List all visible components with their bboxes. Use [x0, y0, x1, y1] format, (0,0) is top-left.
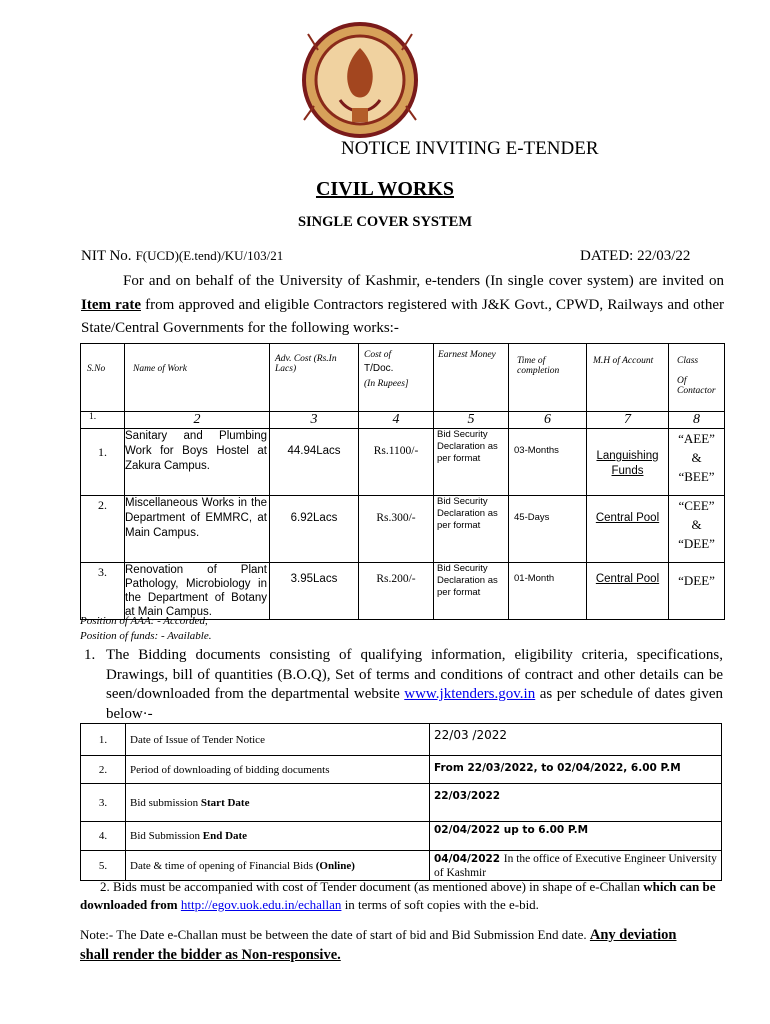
row-name: Renovation of Plant Pathology, Microbiology in the Department of Botany at Main Campus. [125, 563, 270, 620]
works-number-row [81, 412, 725, 429]
col-number: 6 [509, 412, 587, 429]
table-row [81, 563, 725, 620]
position-aaa: Position of AAA: - Accorded, [80, 615, 208, 627]
header-time: Time of completion [509, 344, 587, 412]
row-cost: 6.92Lacs [270, 496, 359, 563]
schedule-value: 22/03 /2022 [430, 724, 722, 756]
row-mh: Languishing Funds [587, 429, 669, 496]
col-number: 8 [669, 412, 725, 429]
row-sno: 3. [81, 563, 125, 620]
row-time: 45-Days [509, 496, 587, 563]
schedule-label: Bid Submission End Date [126, 822, 430, 851]
col-number: 1. [81, 412, 125, 429]
schedule-table [80, 723, 722, 881]
schedule-number: 4. [81, 822, 126, 851]
table-row [81, 784, 722, 822]
schedule-number: 5. [81, 851, 126, 881]
table-row [81, 756, 722, 784]
works-table [80, 343, 725, 620]
col-number: 2 [125, 412, 270, 429]
schedule-value: From 22/03/2022, to 02/04/2022, 6.00 P.M [430, 756, 722, 784]
header-tdoc: Cost of T/Doc. (In Rupees] [359, 344, 434, 412]
schedule-label: Bid submission Start Date [126, 784, 430, 822]
schedule-number: 1. [81, 724, 126, 756]
notice-title: NOTICE INVITING E-TENDER [341, 138, 599, 159]
row-mh: Central Pool [587, 496, 669, 563]
echallan-link[interactable]: http://egov.uok.edu.in/echallan [180, 897, 342, 912]
table-row [81, 724, 722, 756]
schedule-label: Period of downloading of bidding documents [126, 756, 430, 784]
row-tdoc: Rs.300/- [359, 496, 434, 563]
col-number: 3 [270, 412, 359, 429]
row-name: Sanitary and Plumbing Work for Boys Hostel at Zakura Campus. [125, 429, 270, 496]
header-cost: Adv. Cost (Rs.In Lacs) [270, 344, 359, 412]
schedule-number: 3. [81, 784, 126, 822]
row-tdoc: Rs.1100/- [359, 429, 434, 496]
row-name: Miscellaneous Works in the Department of EMMRC, at Main Campus. [125, 496, 270, 563]
header-class: Class Of Contactor [669, 344, 725, 412]
position-funds: Position of funds: - Available. [80, 630, 212, 642]
row-cost: 3.95Lacs [270, 563, 359, 620]
university-seal-icon [300, 20, 420, 140]
row-class: “AEE” & “BEE” [669, 429, 725, 496]
schedule-number: 2. [81, 756, 126, 784]
schedule-value: 04/04/2022 In the office of Executive Engineer University of Kashmir [430, 851, 722, 881]
row-time: 03-Months [509, 429, 587, 496]
header-name: Name of Work [125, 344, 270, 412]
col-number: 5 [434, 412, 509, 429]
col-number: 4 [359, 412, 434, 429]
works-header-row [81, 344, 725, 412]
header-mh: M.H of Account [587, 344, 669, 412]
row-sno: 2. [81, 496, 125, 563]
col-number: 7 [587, 412, 669, 429]
row-earnest: Bid Security Declaration as per format [434, 496, 509, 563]
row-time: 01-Month [509, 563, 587, 620]
schedule-value: 02/04/2022 up to 6.00 P.M [430, 822, 722, 851]
item-2-paragraph: 2. Bids must be accompanied with cost of Tender document (as mentioned above) in shape of e-Challan which can be downloaded from http://egov.uok.edu.in/echallan in terms of soft copies with the e-bid. [80, 879, 716, 912]
table-row [81, 496, 725, 563]
item-1-paragraph: 1. The Bidding documents consisting of qualifying information, eligibility criteria, specifications, Drawings, bill of quantities (B.O.Q), Set of terms and conditions of contract and other details can be seen/downloaded from the departmental website www.jktenders.gov.in as per schedule of dates given below·- [84, 647, 724, 722]
row-class: “CEE” & “DEE” [669, 496, 725, 563]
row-sno: 1. [81, 429, 125, 496]
intro-paragraph: For and on behalf of the University of Kashmir, e-tenders (In single cover system) are invited on Item rate from approved and eligible Contractors registered with J&K Govt., CPWD, Railways and other State/Central Governments for the following works:- [81, 273, 724, 336]
row-earnest: Bid Security Declaration as per format [434, 429, 509, 496]
date: DATED: 22/03/22 [580, 248, 691, 264]
header-sno: S.No [81, 344, 125, 412]
nit-number: NIT No. F(UCD)(E.tend)/KU/103/21 [81, 248, 284, 264]
row-mh: Central Pool [587, 563, 669, 620]
schedule-label: Date & time of opening of Financial Bids (Online) [126, 851, 430, 881]
table-row [81, 851, 722, 881]
row-earnest: Bid Security Declaration as per format [434, 563, 509, 620]
header-earnest: Earnest Money [434, 344, 509, 412]
jktenders-link[interactable]: www.jktenders.gov.in [404, 686, 536, 702]
row-tdoc: Rs.200/- [359, 563, 434, 620]
row-cost: 44.94Lacs [270, 429, 359, 496]
row-class: “DEE” [669, 563, 725, 620]
schedule-label: Date of Issue of Tender Notice [126, 724, 430, 756]
note-paragraph: Note:- The Date e-Challan must be between the date of start of bid and Bid Submission End date. Any deviation shall render the bidder as Non-responsive. [80, 927, 677, 963]
schedule-value: 22/03/2022 [430, 784, 722, 822]
table-row [81, 429, 725, 496]
system-title: SINGLE COVER SYSTEM [297, 214, 473, 230]
table-row [81, 822, 722, 851]
works-title: CIVIL WORKS [315, 178, 454, 200]
